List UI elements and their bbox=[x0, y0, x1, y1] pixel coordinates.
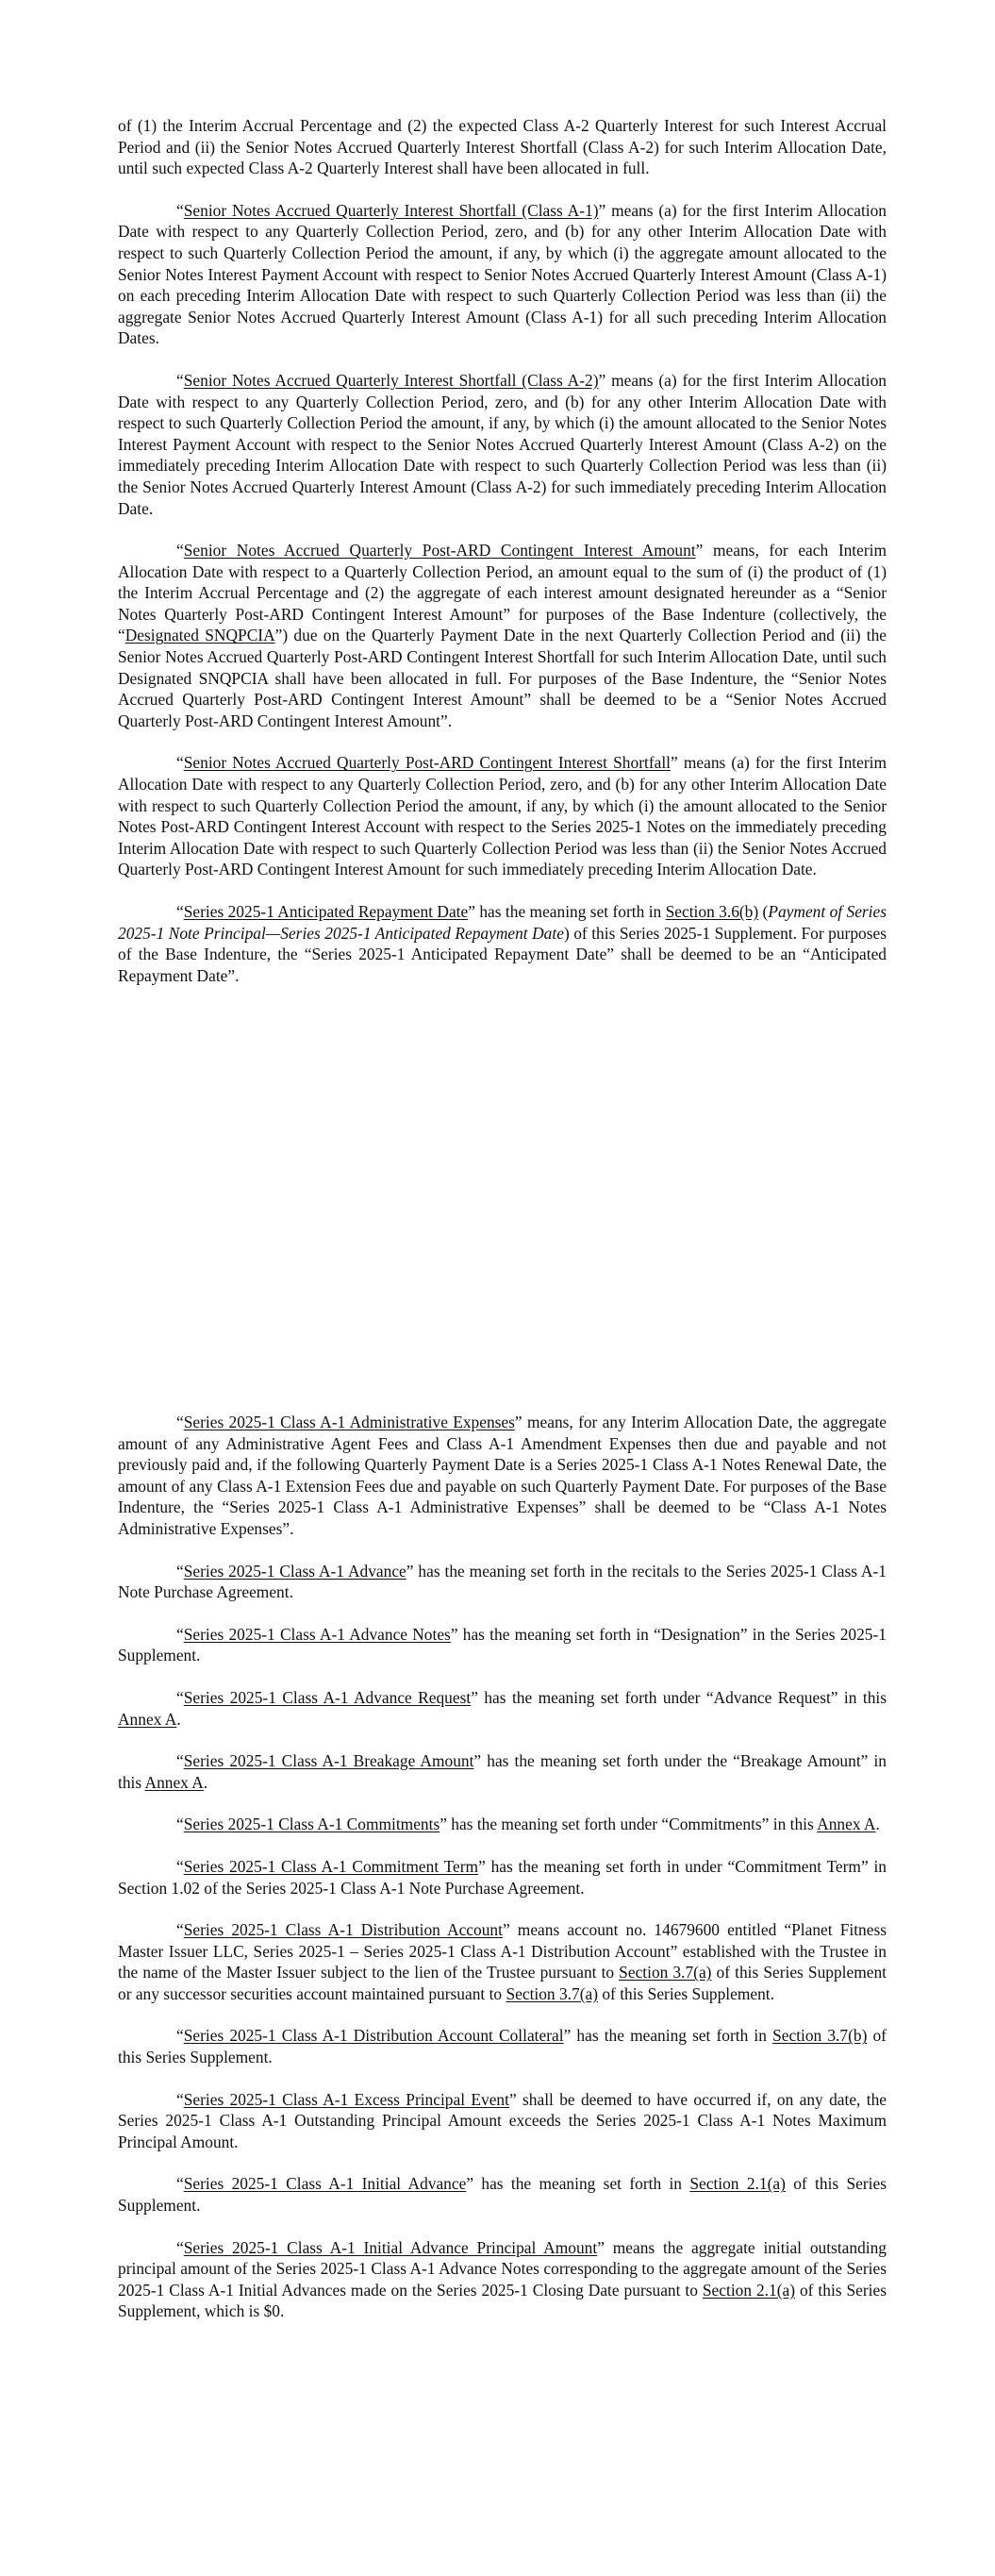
definition-text: of this Series Supplement. bbox=[598, 1983, 774, 2003]
section-reference: Section 2.1(a) bbox=[702, 2280, 796, 2300]
defined-term: Senior Notes Accrued Quarterly Post-ARD Contingent Interest Shortfall bbox=[183, 753, 671, 773]
definition-paragraph: “Senior Notes Accrued Quarterly Post-ARD Contingent Interest Amount” means, for each Interim Allocation Date with respect to a Quarterly Collection Period, an amount equal to the sum of (i) the product of (1) the Interim Accrual Percentage and (2) the aggregate of each interest amount designated hereunder as a “Senior Notes Quarterly Post-ARD Contingent Interest Amount” for purposes of the Base Indenture (collectively, the “Designated SNQPCIA”) due on the Quarterly Payment Date in the next Quarterly Collection Period and (ii) the Senior Notes Accrued Quarterly Post-ARD Contingent Interest Shortfall for such Interim Allocation Date, until such Designated SNQPCIA shall have been allocated in full. For purposes of the Base Indenture, the “Senior Notes Accrued Quarterly Post-ARD Contingent Interest Amount” shall be deemed to be a “Senior Notes Accrued Quarterly Post-ARD Contingent Interest Amount”. bbox=[118, 541, 887, 730]
defined-term: Series 2025-1 Class A-1 Administrative Expenses bbox=[183, 1413, 515, 1431]
definition-paragraph: “Series 2025-1 Class A-1 Advance Notes” has the meaning set forth in “Designation” in the Series 2025-1 Supplement. bbox=[118, 1624, 887, 1665]
definition-paragraph: “Series 2025-1 Class A-1 Advance Request” has the meaning set forth under “Advance Request” in this Annex A. bbox=[118, 1687, 887, 1729]
section-reference: Section 3.7(a) bbox=[506, 1983, 599, 2003]
definition-paragraph: “Series 2025-1 Class A-1 Excess Principal Event” shall be deemed to have occurred if, on any date, the Series 2025-1 Class A-1 Outstanding Principal Amount exceeds the Series 2025-1 Class A-1 Notes Maximum Principal Amount. bbox=[118, 2089, 887, 2151]
defined-term: Series 2025-1 Class A-1 Advance Notes bbox=[183, 1624, 451, 1644]
definition-text: means account no. 14679600 entitled “Planet Fitness Master Issuer LLC, Series 2025-1 – Series 2025-1 Class A-1 Distribution Account” established with the Trustee in the name of the Master Issuer subject to the lien of the Trustee pursuant to bbox=[118, 1920, 887, 1982]
definition-text: ( bbox=[758, 902, 769, 921]
definition-paragraph: “Series 2025-1 Class A-1 Breakage Amount” has the meaning set forth under the “Breakage Amount” in this Annex A. bbox=[118, 1751, 887, 1792]
definition-text: of this Series Supplement or any successor securities account maintained pursuant to bbox=[118, 1963, 887, 2003]
definition-paragraph: “Series 2025-1 Class A-1 Administrative Expenses” means, for any Interim Allocation Date, the aggregate amount of any Administrative Agent Fees and Class A-1 Amendment Expenses then due and payable and not previously paid and, if the following Quarterly Payment Date is a Series 2025-1 Class A-1 Notes Renewal Date, the amount of any Class A-1 Extension Fees due and payable on such Quarterly Payment Date. For purposes of the Base Indenture, the “Series 2025-1 Class A-1 Administrative Expenses” shall be deemed to be “Class A-1 Notes Administrative Expenses”. bbox=[118, 1413, 887, 1538]
defined-term-inline: Designated SNQPCIA bbox=[124, 626, 275, 645]
defined-term: Series 2025-1 Class A-1 Commitments bbox=[183, 1815, 440, 1834]
definition-text: means, for any Interim Allocation Date, the aggregate amount of any Administrative Agent Fees and Class A-1 Amendment Expenses then due and payable and not previously paid and, if the following Quarterly Payment Date is a Series 2025-1 Class A-1 Notes Renewal Date, the amount of any Class A-1 Extension Fees due and payable on such Quarterly Payment Date. For purposes of the Base Indenture, the “Series 2025-1 Class A-1 Administrative Expenses” shall be deemed to be “Class A-1 Notes Administrative Expenses”. bbox=[118, 1413, 887, 1538]
definition-paragraph: “Series 2025-1 Class A-1 Distribution Account” means account no. 14679600 entitled “Planet Fitness Master Issuer LLC, Series 2025-1 – Series 2025-1 Class A-1 Distribution Account” established with the Trustee in the name of the Master Issuer subject to the lien of the Trustee pursuant to Section 3.7(a) of this Series Supplement or any successor securities account maintained pursuant to Section 3.7(a) of this Series Supplement. bbox=[118, 1920, 887, 2003]
section-reference: Section 2.1(a) bbox=[689, 2174, 786, 2194]
definition-text: has the meaning set forth in “Designation” in the Series 2025-1 Supplement. bbox=[118, 1624, 887, 1665]
definition-paragraph: “Series 2025-1 Class A-1 Initial Advance” has the meaning set forth in Section 2.1(a) of this Series Supplement. bbox=[118, 2174, 887, 2216]
defined-term: Series 2025-1 Class A-1 Breakage Amount bbox=[183, 1751, 474, 1771]
defined-term: Series 2025-1 Class A-1 Advance Request bbox=[183, 1687, 472, 1707]
annex-reference: Annex A bbox=[144, 1772, 204, 1792]
definition-paragraph: “Series 2025-1 Class A-1 Distribution Account Collateral” has the meaning set forth in Section 3.7(b) of this Series Supplement. bbox=[118, 2026, 887, 2067]
annex-reference: Annex A bbox=[817, 1815, 876, 1834]
definition-text: has the meaning set forth in under “Commitment Term” in Section 1.02 of the Series 2025-1 Class A-1 Note Purchase Agreement. bbox=[118, 1856, 887, 1898]
definition-paragraph: “Senior Notes Accrued Quarterly Post-ARD Contingent Interest Shortfall” means (a) for the first Interim Allocation Date with respect to any Quarterly Collection Period, zero, and (b) for any other Interim Allocation Date with respect to such Quarterly Collection Period the amount, if any, by which (i) the amount allocated to the Senior Notes Post-ARD Contingent Interest Account with respect to the Series 2025-1 Notes on the immediately preceding Interim Allocation Date with respect to such Quarterly Collection Period was less than (ii) the Senior Notes Accrued Quarterly Post-ARD Contingent Interest Amount for such immediately preceding Interim Allocation Date. bbox=[118, 753, 887, 879]
definition-text: means, for each Interim Allocation Date with respect to a Quarterly Collection Period, an amount equal to the sum of (i) the product of (1) the Interim Accrual Percentage and (2) the aggregate of each interest amount designated hereunder as a “Senior Notes Quarterly Post-ARD Contingent Interest Amount” for purposes of the Base Indenture (collectively, the “ bbox=[118, 541, 887, 645]
section-reference: Section 3.6(b) bbox=[665, 902, 759, 921]
definitions-block-lower bbox=[118, 1412, 887, 2343]
definition-text: means (a) for the first Interim Allocation Date with respect to any Quarterly Collection Period, zero, and (b) for any other Interim Allocation Date with respect to such Quarterly Collection Period the amount, if any, by which (i) the aggregate amount allocated to the Senior Notes Interest Payment Account with respect to Senior Notes Accrued Quarterly Interest Amount (Class A-1) on each preceding Interim Allocation Date with respect to such Quarterly Collection Period was less than (ii) the aggregate Senior Notes Accrued Quarterly Interest Amount (Class A-1) for all such preceding Interim Allocation Dates. bbox=[118, 200, 887, 348]
definition-text: ”) due on the Quarterly Payment Date in the next Quarterly Collection Period and (ii) the Senior Notes Accrued Quarterly Post-ARD Contingent Interest Shortfall for such Interim Allocation Date, until such Designated SNQPCIA shall have been allocated in full. For purposes of the Base Indenture, the “Senior Notes Accrued Quarterly Post-ARD Contingent Interest Amount” shall be deemed to be a “Senior Notes Accrued Quarterly Post-ARD Contingent Interest Amount”. bbox=[118, 626, 887, 730]
defined-term: Senior Notes Accrued Quarterly Post-ARD Contingent Interest Amount bbox=[183, 541, 696, 560]
definition-text: means (a) for the first Interim Allocation Date with respect to any Quarterly Collection Period, zero, and (b) for any other Interim Allocation Date with respect to such Quarterly Collection Period the amount, if any, by which (i) the amount allocated to the Senior Notes Post-ARD Contingent Interest Account with respect to the Series 2025-1 Notes on the immediately preceding Interim Allocation Date with respect to such Quarterly Collection Period was less than (ii) the Senior Notes Accrued Quarterly Post-ARD Contingent Interest Amount for such immediately preceding Interim Allocation Date. bbox=[118, 753, 887, 879]
defined-term: Series 2025-1 Class A-1 Excess Principal Event bbox=[183, 2089, 509, 2109]
annex-reference: Annex A bbox=[118, 1709, 177, 1729]
continuation-paragraph: of (1) the Interim Accrual Percentage and (2) the expected Class A-2 Quarterly Interest for such Interest Accrual Period and (ii) the Senior Notes Accrued Quarterly Interest Shortfall (Class A-2) for such Interim Allocation Date, until such expected Class A-2 Quarterly Interest shall have been allocated in full. bbox=[118, 116, 887, 178]
definition-text: ) of this Series 2025-1 Supplement. For purposes of the Base Indenture, the “Series 2025-1 Anticipated Repayment Date” shall be deemed to be an “Anticipated Repayment Date”. bbox=[118, 923, 887, 985]
definition-text: shall be deemed to have occurred if, on any date, the Series 2025-1 Class A-1 Outstanding Principal Amount exceeds the Series 2025-1 Class A-1 Notes Maximum Principal Amount. bbox=[118, 2089, 887, 2151]
definition-paragraph: “Senior Notes Accrued Quarterly Interest Shortfall (Class A-2)” means (a) for the first Interim Allocation Date with respect to any Quarterly Collection Period, zero, and (b) for any other Interim Allocation Date with respect to such Quarterly Collection Period the amount, if any, by which (i) the amount allocated to the Senior Notes Interest Payment Account with respect to the Senior Notes Accrued Quarterly Interest Amount (Class A-2) on the immediately preceding Interim Allocation Date with respect to such Quarterly Collection Period was less than (ii) the Senior Notes Accrued Quarterly Interest Amount (Class A-2) for such immediately preceding Interim Allocation Date. bbox=[118, 370, 887, 518]
definition-text: has the meaning set forth in bbox=[571, 2026, 773, 2046]
definition-paragraph: “Series 2025-1 Class A-1 Commitment Term” has the meaning set forth in under “Commitment Term” in Section 1.02 of the Series 2025-1 Class A-1 Note Purchase Agreement. bbox=[118, 1856, 887, 1898]
definition-text: means (a) for the first Interim Allocation Date with respect to any Quarterly Collection Period, zero, and (b) for any other Interim Allocation Date with respect to such Quarterly Collection Period the amount, if any, by which (i) the amount allocated to the Senior Notes Interest Payment Account with respect to the Senior Notes Accrued Quarterly Interest Amount (Class A-2) on the immediately preceding Interim Allocation Date with respect to such Quarterly Collection Period was less than (ii) the Senior Notes Accrued Quarterly Interest Amount (Class A-2) for such immediately preceding Interim Allocation Date. bbox=[118, 370, 887, 518]
section-caption: Payment of Series 2025-1 Note Principal—Series 2025-1 Anticipated Repayment Date bbox=[118, 902, 887, 943]
defined-term: Senior Notes Accrued Quarterly Interest Shortfall (Class A-2) bbox=[183, 370, 599, 390]
definition-text: means the aggregate initial outstanding principal amount of the Series 2025-1 Class A-1 Advance Notes corresponding to the aggregate amount of the Series 2025-1 Class A-1 Initial Advances made on the Series 2025-1 Closing Date pursuant to bbox=[118, 2237, 887, 2300]
definition-text: has the meaning set forth in the recitals to the Series 2025-1 Class A-1 Note Purchase Agreement. bbox=[118, 1561, 887, 1602]
definition-paragraph: “Series 2025-1 Anticipated Repayment Date” has the meaning set forth in Section 3.6(b) (Payment of Series 2025-1 Note Principal—Series 2025-1 Anticipated Repayment Date) of this Series 2025-1 Supplement. For purposes of the Base Indenture, the “Series 2025-1 Anticipated Repayment Date” shall be deemed to be an “Anticipated Repayment Date”. bbox=[118, 902, 887, 985]
definition-text: has the meaning set forth in bbox=[473, 2174, 690, 2194]
definition-paragraph: “Senior Notes Accrued Quarterly Interest Shortfall (Class A-1)” means (a) for the first Interim Allocation Date with respect to any Quarterly Collection Period, zero, and (b) for any other Interim Allocation Date with respect to such Quarterly Collection Period the amount, if any, by which (i) the aggregate amount allocated to the Senior Notes Interest Payment Account with respect to Senior Notes Accrued Quarterly Interest Amount (Class A-1) on each preceding Interim Allocation Date with respect to such Quarterly Collection Period was less than (ii) the aggregate Senior Notes Accrued Quarterly Interest Amount (Class A-1) for all such preceding Interim Allocation Dates. bbox=[118, 200, 887, 348]
section-reference: Section 3.7(b) bbox=[772, 2026, 868, 2046]
defined-term: Series 2025-1 Class A-1 Advance bbox=[183, 1561, 406, 1581]
definition-paragraph: “Series 2025-1 Class A-1 Initial Advance Principal Amount” means the aggregate initial outstanding principal amount of the Series 2025-1 Class A-1 Advance Notes corresponding to the aggregate amount of the Series 2025-1 Class A-1 Initial Advances made on the Series 2025-1 Closing Date pursuant to Section 2.1(a) of this Series Supplement, which is $0. bbox=[118, 2237, 887, 2321]
definition-text: has the meaning set forth in bbox=[474, 902, 666, 921]
definition-text: has the meaning set forth under the “Breakage Amount” in this bbox=[118, 1751, 887, 1792]
section-reference: Section 3.7(a) bbox=[619, 1963, 712, 1982]
definition-paragraph: “Series 2025-1 Class A-1 Commitments” has the meaning set forth under “Commitments” in this Annex A. bbox=[176, 1815, 880, 1834]
defined-term: Series 2025-1 Class A-1 Distribution Account bbox=[183, 1920, 503, 1940]
defined-term: Series 2025-1 Class A-1 Initial Advance bbox=[183, 2174, 467, 2194]
defined-term: Senior Notes Accrued Quarterly Interest Shortfall (Class A-1) bbox=[183, 200, 599, 220]
definition-text: has the meaning set forth under “Advance Request” in this bbox=[477, 1687, 887, 1707]
definition-paragraph: “Series 2025-1 Class A-1 Advance” has the meaning set forth in the recitals to the Series 2025-1 Class A-1 Note Purchase Agreement. bbox=[118, 1561, 887, 1602]
definition-text: has the meaning set forth under “Commitments” in this bbox=[446, 1815, 818, 1834]
definitions-block-upper bbox=[118, 115, 887, 1007]
defined-term: Series 2025-1 Class A-1 Initial Advance Principal Amount bbox=[183, 2237, 598, 2257]
defined-term: Series 2025-1 Class A-1 Commitment Term bbox=[183, 1856, 479, 1876]
defined-term: Series 2025-1 Anticipated Repayment Date bbox=[183, 902, 469, 921]
defined-term: Series 2025-1 Class A-1 Distribution Account Collateral bbox=[183, 2026, 564, 2046]
